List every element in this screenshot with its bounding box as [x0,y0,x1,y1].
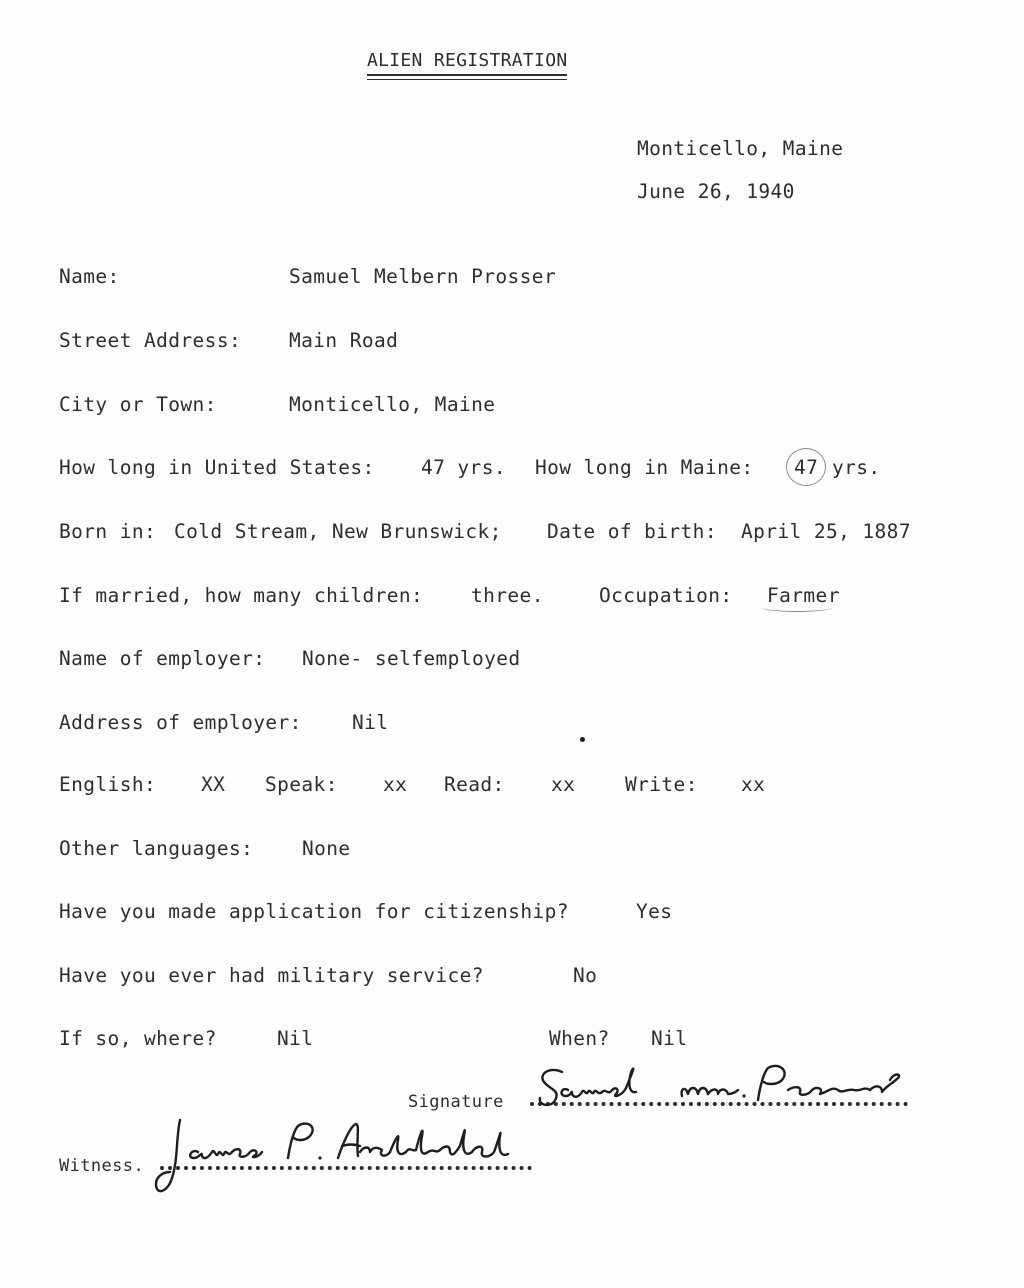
date-line: June 26, 1940 [637,180,795,203]
where-value: Nil [277,1027,314,1050]
pencil-underline-mark [762,603,832,612]
us-duration-value: 47 yrs. [421,456,506,479]
name-label: Name: [59,265,120,288]
when-value: Nil [651,1027,688,1050]
pencil-circle-mark [786,448,826,486]
military-value: No [573,964,598,987]
witness-label: Witness. [59,1156,145,1176]
us-duration-label: How long in United States: [59,456,375,479]
employer-label: Name of employer: [59,647,266,670]
occupation-label: Occupation: [599,584,733,607]
signature-handwritten [532,1060,912,1110]
witness-handwritten [150,1112,520,1202]
employer-value: None- selfemployed [302,647,521,670]
write-label: Write: [625,773,698,796]
born-label: Born in: [59,520,157,543]
document-title: ALIEN REGISTRATION [367,52,567,76]
when-label: When? [549,1027,610,1050]
employer-address-value: Nil [352,711,389,734]
speak-value: xx [383,773,408,796]
children-label: If married, how many children: [59,584,424,607]
name-value: Samuel Melbern Prosser [289,265,557,288]
street-value: Main Road [289,329,399,352]
signature-label: Signature [408,1092,504,1112]
occupation-value: Farmer [767,584,840,607]
city-value: Monticello, Maine [289,393,496,416]
ink-speck [580,737,585,742]
maine-duration-unit: yrs. [832,456,881,479]
place-line: Monticello, Maine [637,137,844,160]
military-label: Have you ever had military service? [59,964,484,987]
english-value: XX [201,773,226,796]
street-label: Street Address: [59,329,242,352]
other-languages-value: None [302,837,351,860]
english-label: English: [59,773,157,796]
employer-address-label: Address of employer: [59,711,302,734]
maine-duration-label: How long in Maine: [535,456,754,479]
citizenship-value: Yes [636,900,673,923]
read-label: Read: [444,773,505,796]
dob-value: April 25, 1887 [741,520,911,543]
read-value: xx [551,773,576,796]
born-value: Cold Stream, New Brunswick; [174,520,502,543]
maine-duration-value: 47 [794,456,819,479]
write-value: xx [741,773,766,796]
other-languages-label: Other languages: [59,837,254,860]
citizenship-label: Have you made application for citizenship? [59,900,569,923]
where-label: If so, where? [59,1027,217,1050]
speak-label: Speak: [265,773,338,796]
dob-label: Date of birth: [547,520,717,543]
city-label: City or Town: [59,393,217,416]
children-value: three. [471,584,544,607]
